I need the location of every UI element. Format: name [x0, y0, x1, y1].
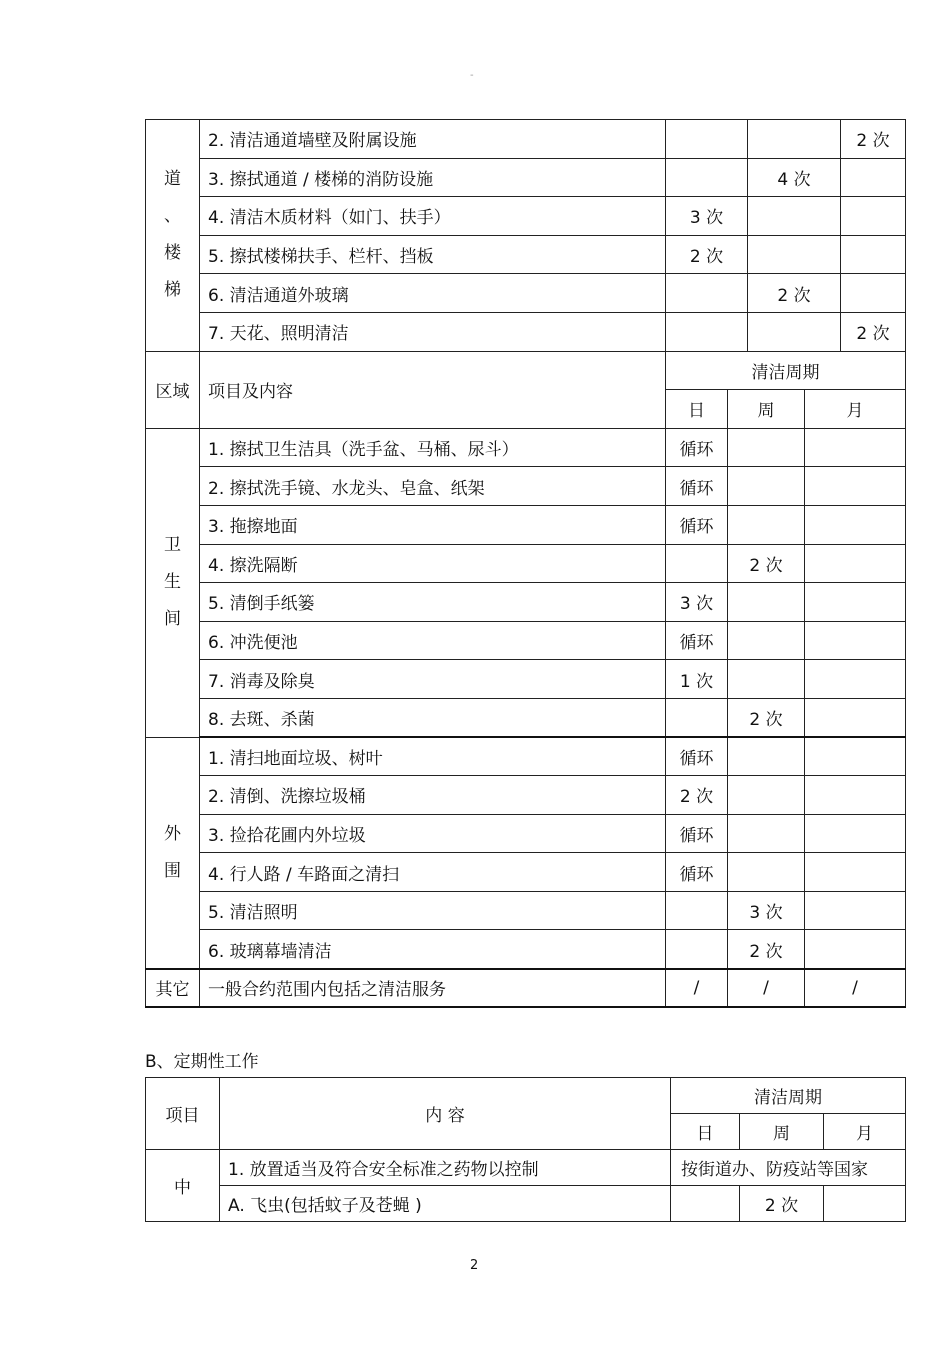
- task-item: 2. 清倒、洗擦垃圾桶: [200, 776, 666, 815]
- area-outside: 外 围: [146, 737, 200, 969]
- task-item: 6. 玻璃幕墙清洁: [200, 930, 666, 969]
- task-item: 6. 冲洗便池: [200, 621, 666, 660]
- area-other: 其它: [146, 969, 200, 1008]
- page-number: 2: [470, 1258, 479, 1273]
- header-cycle: 清洁周期: [666, 351, 906, 390]
- task-item: 4. 清洁木质材料（如门、扶手）: [200, 197, 666, 236]
- periodic-work-table: 项目 内 容 清洁周期 日 周 月 中 1. 放置适当及符合安全标准之药物以控制 按街道办、防疫站等国家 A. 飞虫(包括蚊子及苍蝇 ) 2 次: [145, 1077, 906, 1222]
- header-month: 月: [824, 1114, 906, 1150]
- area-toilet: 卫 生 间: [146, 428, 200, 737]
- task-note: 按街道办、防疫站等国家: [671, 1150, 906, 1186]
- header-week: 周: [740, 1114, 824, 1150]
- task-item: 5. 清洁照明: [200, 891, 666, 930]
- task-item: 3. 擦拭通道 / 楼梯的消防设施: [200, 158, 666, 197]
- header-area: 区域: [146, 351, 200, 428]
- task-item: 一般合约范围内包括之清洁服务: [200, 969, 666, 1008]
- area-middle: 中: [146, 1150, 220, 1222]
- task-item: 6. 清洁通道外玻璃: [200, 274, 666, 313]
- task-item: 3. 捡拾花圃内外垃圾: [200, 814, 666, 853]
- header-week: 周: [728, 390, 805, 429]
- header-cycle: 清洁周期: [671, 1078, 906, 1114]
- header-content: 内 容: [220, 1078, 671, 1150]
- task-item: 2. 清洁通道墙壁及附属设施: [200, 120, 666, 159]
- task-item: 3. 拖擦地面: [200, 505, 666, 544]
- task-item: 4. 行人路 / 车路面之清扫: [200, 853, 666, 892]
- header-item: 项目及内容: [200, 351, 666, 428]
- task-item: 7. 天花、照明清洁: [200, 312, 666, 351]
- header-day: 日: [671, 1114, 740, 1150]
- task-item: 4. 擦洗隔断: [200, 544, 666, 583]
- task-item: 8. 去斑、杀菌: [200, 698, 666, 737]
- task-item: 1. 放置适当及符合安全标准之药物以控制: [220, 1150, 671, 1186]
- header-item: 项目: [146, 1078, 220, 1150]
- task-item: 1. 擦拭卫生洁具（洗手盆、马桶、尿斗）: [200, 428, 666, 467]
- header-month: 月: [805, 390, 906, 429]
- header-day: 日: [666, 390, 728, 429]
- task-item: 7. 消毒及除臭: [200, 660, 666, 699]
- task-item: 1. 清扫地面垃圾、树叶: [200, 737, 666, 776]
- section-b-title: B、定期性工作: [145, 1052, 259, 1072]
- area-passage-stairs: 道 、 楼 梯: [146, 120, 200, 352]
- header-mark: -: [470, 70, 474, 81]
- task-item: 2. 擦拭洗手镜、水龙头、皂盒、纸架: [200, 467, 666, 506]
- task-item: 5. 擦拭楼梯扶手、栏杆、挡板: [200, 235, 666, 274]
- task-item: 5. 清倒手纸篓: [200, 583, 666, 622]
- daily-cleaning-table: 道 、 楼 梯 2. 清洁通道墙壁及附属设施 2 次 3. 擦拭通道 / 楼梯的消防设施 4 次 4. 清洁木质材料（如门、扶手） 3 次 5. 擦拭楼梯扶手、栏杆、挡板 2 次 6. 清洁通道外玻璃 2 次 7. 天花、照明清洁 2 次 区域 项目及内容 清洁周期 日 周 月 卫 生 间 1. 擦拭卫生洁具（洗手盆、马桶、尿斗） 循环 2. 擦拭洗手镜、水龙头、皂盒、纸架 循环 3. 拖擦地面 循环 4. 擦洗隔断 2 次 5. 清倒手纸篓 3 次 6. 冲洗便池 循环 7. 消毒及除臭 1 次 8. 去斑、杀菌 2 次 外 围 1. 清扫地面垃圾、树叶 循环 2. 清倒、洗擦垃圾桶 2 次 3. 捡拾花圃内外垃圾 循环 4. 行人路 / 车路面之清扫 循环 5. 清洁照明 3 次 6. 玻璃幕墙清洁 2 次 其它 一般合约范围内包括之清洁服务 / / /: [145, 119, 906, 1008]
- task-item: A. 飞虫(包括蚊子及苍蝇 ): [220, 1186, 671, 1222]
